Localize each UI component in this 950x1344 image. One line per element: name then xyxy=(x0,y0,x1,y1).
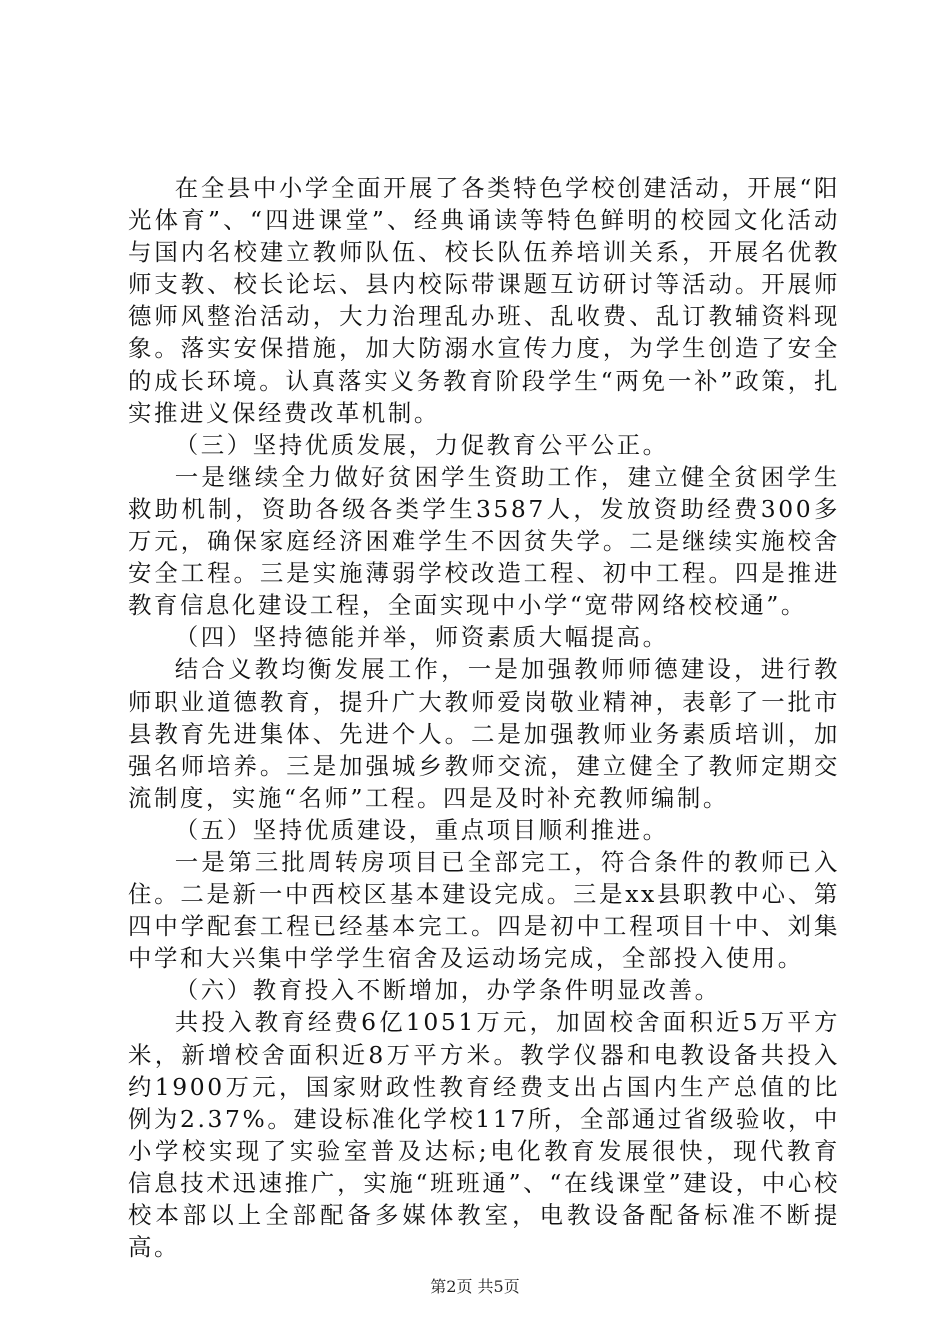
paragraph: 一是继续全力做好贫困学生资助工作，建立健全贫困学生救助机制，资助各级各类学生3587人，发放资助经费300多万元，确保家庭经济困难学生不因贫失学。二是继续实施校舍安全工程。三是实施薄弱学校改造工程、初中工程。四是推进教育信息化建设工程，全面实现中小学“宽带网络校校通”。 xyxy=(128,462,840,620)
section-heading: （六）教育投入不断增加，办学条件明显改善。 xyxy=(174,976,721,1005)
section-heading: （五）坚持优质建设，重点项目顺利推进。 xyxy=(174,815,669,844)
paragraph: 一是第三批周转房项目已全部完工，符合条件的教师已入住。二是新一中西校区基本建设完成。三是xx县职教中心、第四中学配套工程已经基本完工。四是初中工程项目十中、刘集中学和大兴集中学学生宿舍及运动场完成，全部投入使用。 xyxy=(128,847,840,973)
paragraph: 在全县中小学全面开展了各类特色学校创建活动，开展“阳光体育”、“四进课堂”、经典诵读等特色鲜明的校园文化活动与国内名校建立教师队伍、校长队伍养培训关系，开展名优教师支教、校长论坛、县内校际带课题互访研讨等活动。开展师德师风整治活动，大力治理乱办班、乱收费、乱订教辅资料现象。落实安保措施，加大防溺水宣传力度，为学生创造了安全的成长环境。认真落实义务教育阶段学生“两免一补”政策，扎实推进义保经费改革机制。 xyxy=(128,174,840,427)
paragraph: 结合义教均衡发展工作，一是加强教师师德建设，进行教师职业道德教育，提升广大教师爱岗敬业精神，表彰了一批市县教育先进集体、先进个人。二是加强教师业务素质培训，加强名师培养。三是加强城乡教师交流，建立健全了教师定期交流制度，实施“名师”工程。四是及时补充教师编制。 xyxy=(128,655,840,812)
section-heading: （四）坚持德能并举，师资素质大幅提高。 xyxy=(174,623,669,652)
page-footer: 第2页 共5页 xyxy=(430,1277,520,1296)
document-body xyxy=(128,172,840,1263)
section-heading: （三）坚持优质发展，力促教育公平公正。 xyxy=(174,430,669,459)
paragraph: 共投入教育经费6亿1051万元，加固校舍面积近5万平方米，新增校舍面积近8万平方米。教学仪器和电教设备共投入约1900万元，国家财政性教育经费支出占国内生产总值的比例为2.37%。建设标准化学校117所，全部通过省级验收，中小学校实现了实验室普及达标;电化教育发展很快，现代教育信息技术迅速推广，实施“班班通”、“在线课堂”建设，中心校校本部以上全部配备多媒体教室，电教设备配备标准不断提高。 xyxy=(128,1008,840,1262)
